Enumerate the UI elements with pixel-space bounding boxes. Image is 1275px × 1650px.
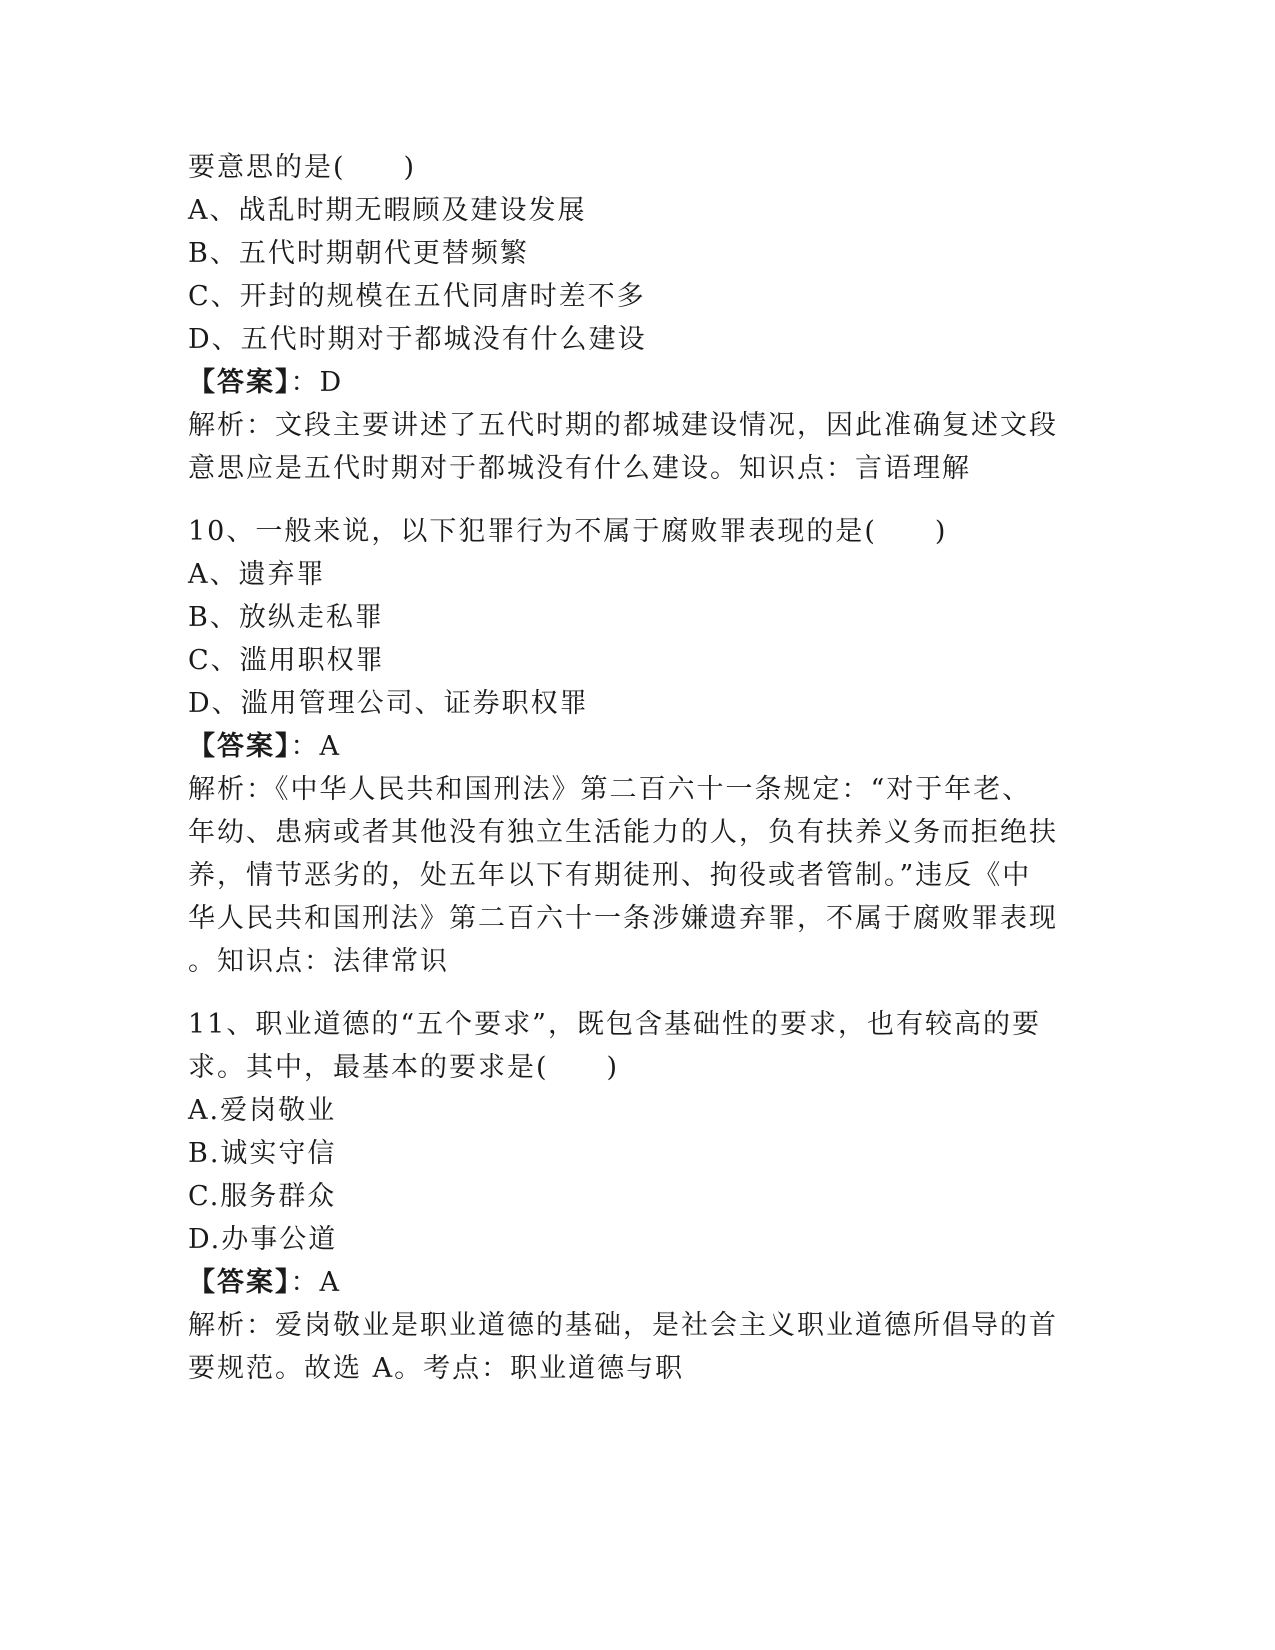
question-9 (188, 146, 1068, 490)
option-a: A、遗弃罪 (188, 559, 326, 590)
question-10 (188, 510, 1068, 983)
analysis-line: 华人民共和国刑法》第二百六十一条涉嫌遗弃罪，不属于腐败罪表现 (188, 903, 1058, 934)
analysis-line: 养，情节恶劣的，处五年以下有期徒刑、拘役或者管制。”违反《中 (188, 860, 1032, 891)
option-c: C、滥用职权罪 (188, 645, 385, 676)
option-d: D、五代时期对于都城没有什么建设 (188, 324, 647, 355)
option-c: C.服务群众 (188, 1181, 337, 1212)
analysis-line: 年幼、患病或者其他没有独立生活能力的人，负有扶养义务而拒绝扶 (188, 817, 1058, 848)
analysis-line: 解析：《中华人民共和国刑法》第二百六十一条规定：“对于年老、 (188, 774, 1032, 805)
answer-line (188, 1261, 1068, 1304)
answer-label: 【答案】 (188, 367, 291, 398)
document-page (188, 146, 1068, 1390)
answer-value: ：D (290, 367, 344, 398)
analysis-line: 意思应是五代时期对于都城没有什么建设。知识点：言语理解 (188, 453, 971, 484)
option-b: B、放纵走私罪 (188, 602, 384, 633)
answer-value: ：A (290, 1267, 341, 1298)
answer-label: 【答案】 (188, 731, 291, 762)
option-d: D.办事公道 (188, 1224, 338, 1255)
answer-value: ：A (290, 731, 341, 762)
answer-line (188, 361, 1068, 404)
question-stem: 10、一般来说，以下犯罪行为不属于腐败罪表现的是( ) (188, 516, 948, 547)
analysis-line: 要规范。故选 A。考点：职业道德与职 (188, 1353, 685, 1384)
option-c: C、开封的规模在五代同唐时差不多 (188, 281, 646, 312)
question-stem: 要意思的是( ) (188, 152, 417, 183)
analysis-line: 。知识点：法律常识 (188, 946, 449, 977)
option-d: D、滥用管理公司、证券职权罪 (188, 688, 589, 719)
option-a: A.爱岗敬业 (188, 1095, 337, 1126)
answer-label: 【答案】 (188, 1267, 291, 1298)
option-a: A、战乱时期无暇顾及建设发展 (188, 195, 587, 226)
analysis-line: 解析：文段主要讲述了五代时期的都城建设情况，因此准确复述文段 (188, 410, 1058, 441)
analysis-line: 解析：爱岗敬业是职业道德的基础，是社会主义职业道德所倡导的首 (188, 1310, 1058, 1341)
answer-line (188, 725, 1068, 768)
question-stem: 求。其中，最基本的要求是( ) (188, 1052, 620, 1083)
option-b: B.诚实守信 (188, 1138, 337, 1169)
option-b: B、五代时期朝代更替频繁 (188, 238, 529, 269)
question-11 (188, 1003, 1068, 1390)
question-stem: 11、职业道德的“五个要求”，既包含基础性的要求，也有较高的要 (188, 1009, 1041, 1040)
